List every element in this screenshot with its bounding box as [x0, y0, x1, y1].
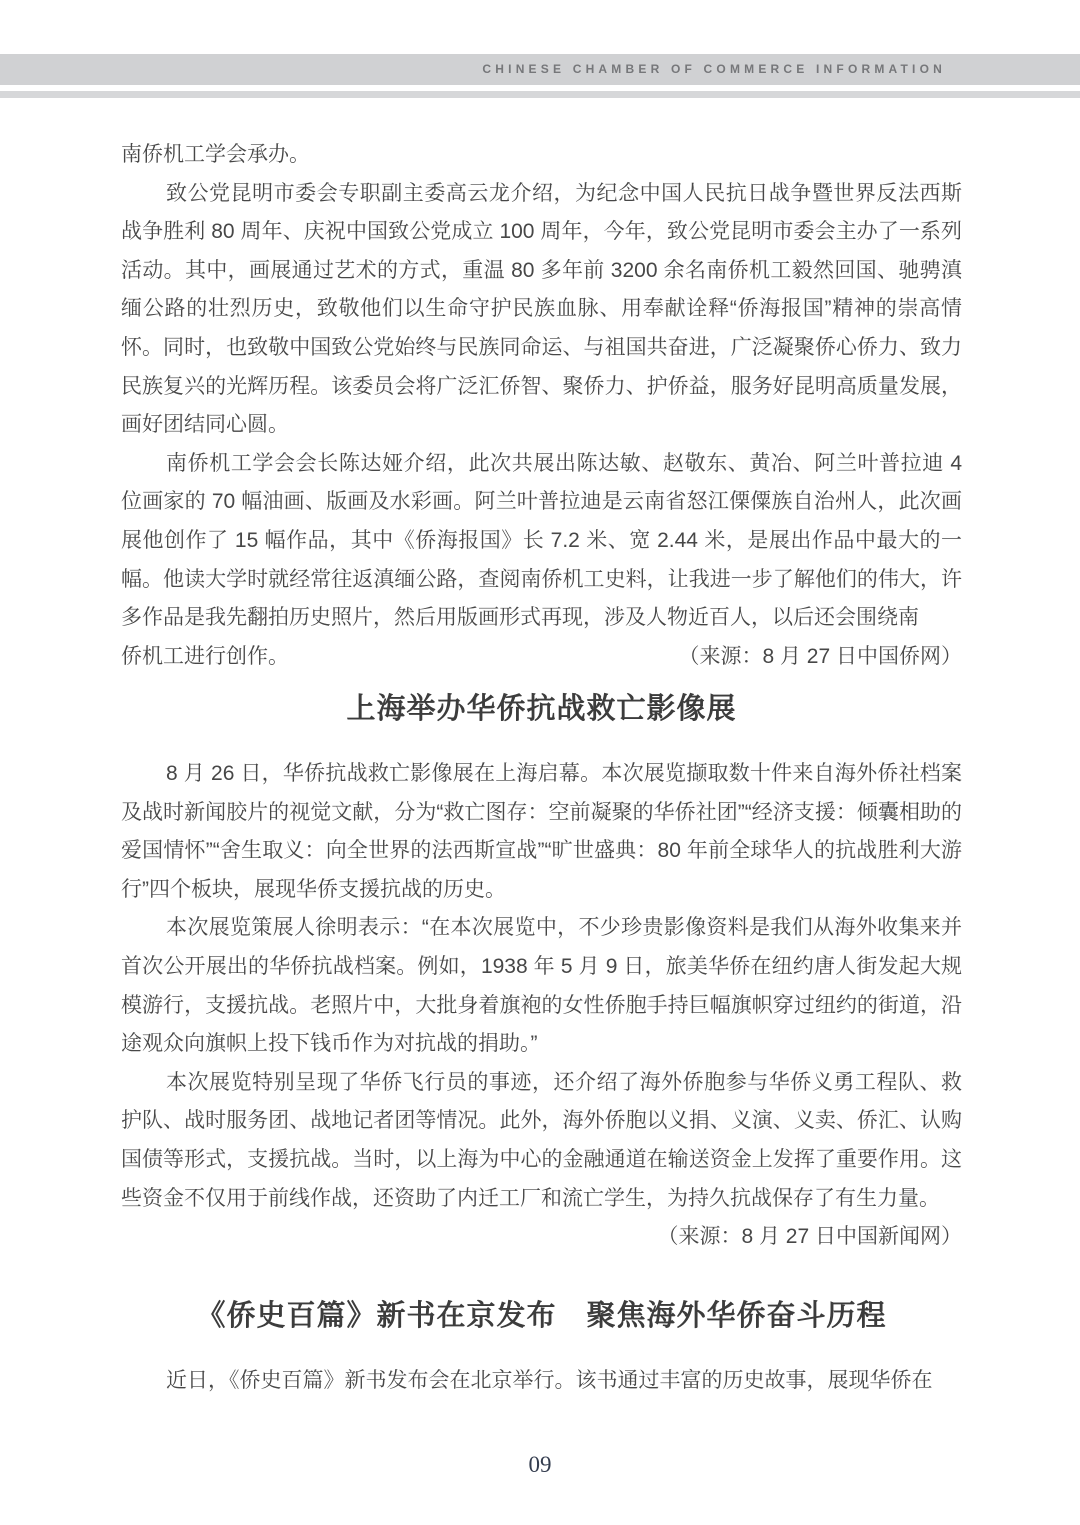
source-credit: （来源：8 月 27 日中国侨网）	[678, 644, 962, 668]
article-qiaoshi-book	[121, 1295, 962, 1401]
paragraph: 8 月 26 日，华侨抗战救亡影像展在上海启幕。本次展览撷取数十件来自海外侨社档案及战时新闻胶片的视觉文献，分为“救亡图存：空前凝聚的华侨社团”“经济支援：倾囊相助的爱国情怀”“舍生取义：向全世界的法西斯宣战”“旷世盛典：80 年前全球华人的抗战胜利大游行”四个板块，展现华侨支援抗战的历史。	[121, 762, 962, 901]
header-rule	[0, 91, 1080, 98]
paragraph: 南侨机工学会会长陈达娅介绍，此次共展出陈达敏、赵敬东、黄冶、阿兰叶普拉迪 4 位画家的 70 幅油画、版画及水彩画。阿兰叶普拉迪是云南省怒江傈僳族自治州人，此次画展他创作了 15 幅作品，其中《侨海报国》长 7.2 米、宽 2.44 米，是展出作品中最大的一幅。他读大学时就经常往返滇缅公路，查阅南侨机工史料，让我进一步了解他们的伟大，许多作品是我先翻拍历史照片，然后用版画形式再现，涉及人物近百人，以后还会围绕南	[121, 451, 962, 630]
article-title: 上海举办华侨抗战救亡影像展	[346, 693, 737, 725]
paragraph: 本次展览特别呈现了华侨飞行员的事迹，还介绍了海外侨胞参与华侨义勇工程队、救护队、战时服务团、战地记者团等情况。此外，海外侨胞以义捐、义演、义卖、侨汇、认购国债等形式，支援抗战。当时，以上海为中心的金融通道在输送资金上发挥了重要作用。这些资金不仅用于前线作战，还资助了内迁工厂和流亡学生，为持久抗战保存了有生力量。	[121, 1070, 962, 1210]
article-nanqiao-mechanics	[121, 136, 962, 676]
paragraph: 南侨机工学会承办。	[121, 143, 310, 166]
article-title: 《侨史百篇》新书在京发布 聚焦海外华侨奋斗历程	[196, 1300, 887, 1332]
page-footer	[0, 1452, 1080, 1478]
source-credit-row	[121, 1218, 962, 1257]
article-shanghai-exhibition	[121, 688, 962, 1257]
paragraph: 近日，《侨史百篇》新书发布会在北京举行。该书通过丰富的历史故事，展现华侨在	[166, 1369, 933, 1392]
paragraph-tail-row	[121, 638, 962, 677]
source-credit: （来源：8 月 27 日中国新闻网）	[657, 1225, 962, 1249]
header-band-label: CHINESE CHAMBER OF COMMERCE INFORMATION	[482, 62, 946, 76]
paragraph: 本次展览策展人徐明表示：“在本次展览中，不少珍贵影像资料是我们从海外收集来并首次公开展出的华侨抗战档案。例如，1938 年 5 月 9 日，旅美华侨在纽约唐人街发起大规模游行，支援抗战。老照片中，大批身着旗袍的女性侨胞手持巨幅旗帜穿过纽约的街道，沿途观众向旗帜上投下钱币作为对抗战的捐助。”	[121, 916, 962, 1056]
paragraph-tail: 侨机工进行创作。	[121, 644, 289, 668]
paragraph: 致公党昆明市委会专职副主委高云龙介绍，为纪念中国人民抗日战争暨世界反法西斯战争胜利 80 周年、庆祝中国致公党成立 100 周年，今年，致公党昆明市委会主办了一系列活动。其中，画展通过艺术的方式，重温 80 多年前 3200 余名南侨机工毅然回国、驰骋滇缅公路的壮烈历史，致敬他们以生命守护民族血脉、用奉献诠释“侨海报国”精神的崇高情怀。同时，也致敬中国致公党始终与民族同命运、与祖国共奋进，广泛凝聚侨心侨力、致力民族复兴的光辉历程。该委员会将广泛汇侨智、聚侨力、护侨益，服务好昆明高质量发展，画好团结同心圆。	[121, 181, 962, 437]
header-band	[0, 54, 1080, 85]
page-number: 09	[528, 1452, 552, 1477]
